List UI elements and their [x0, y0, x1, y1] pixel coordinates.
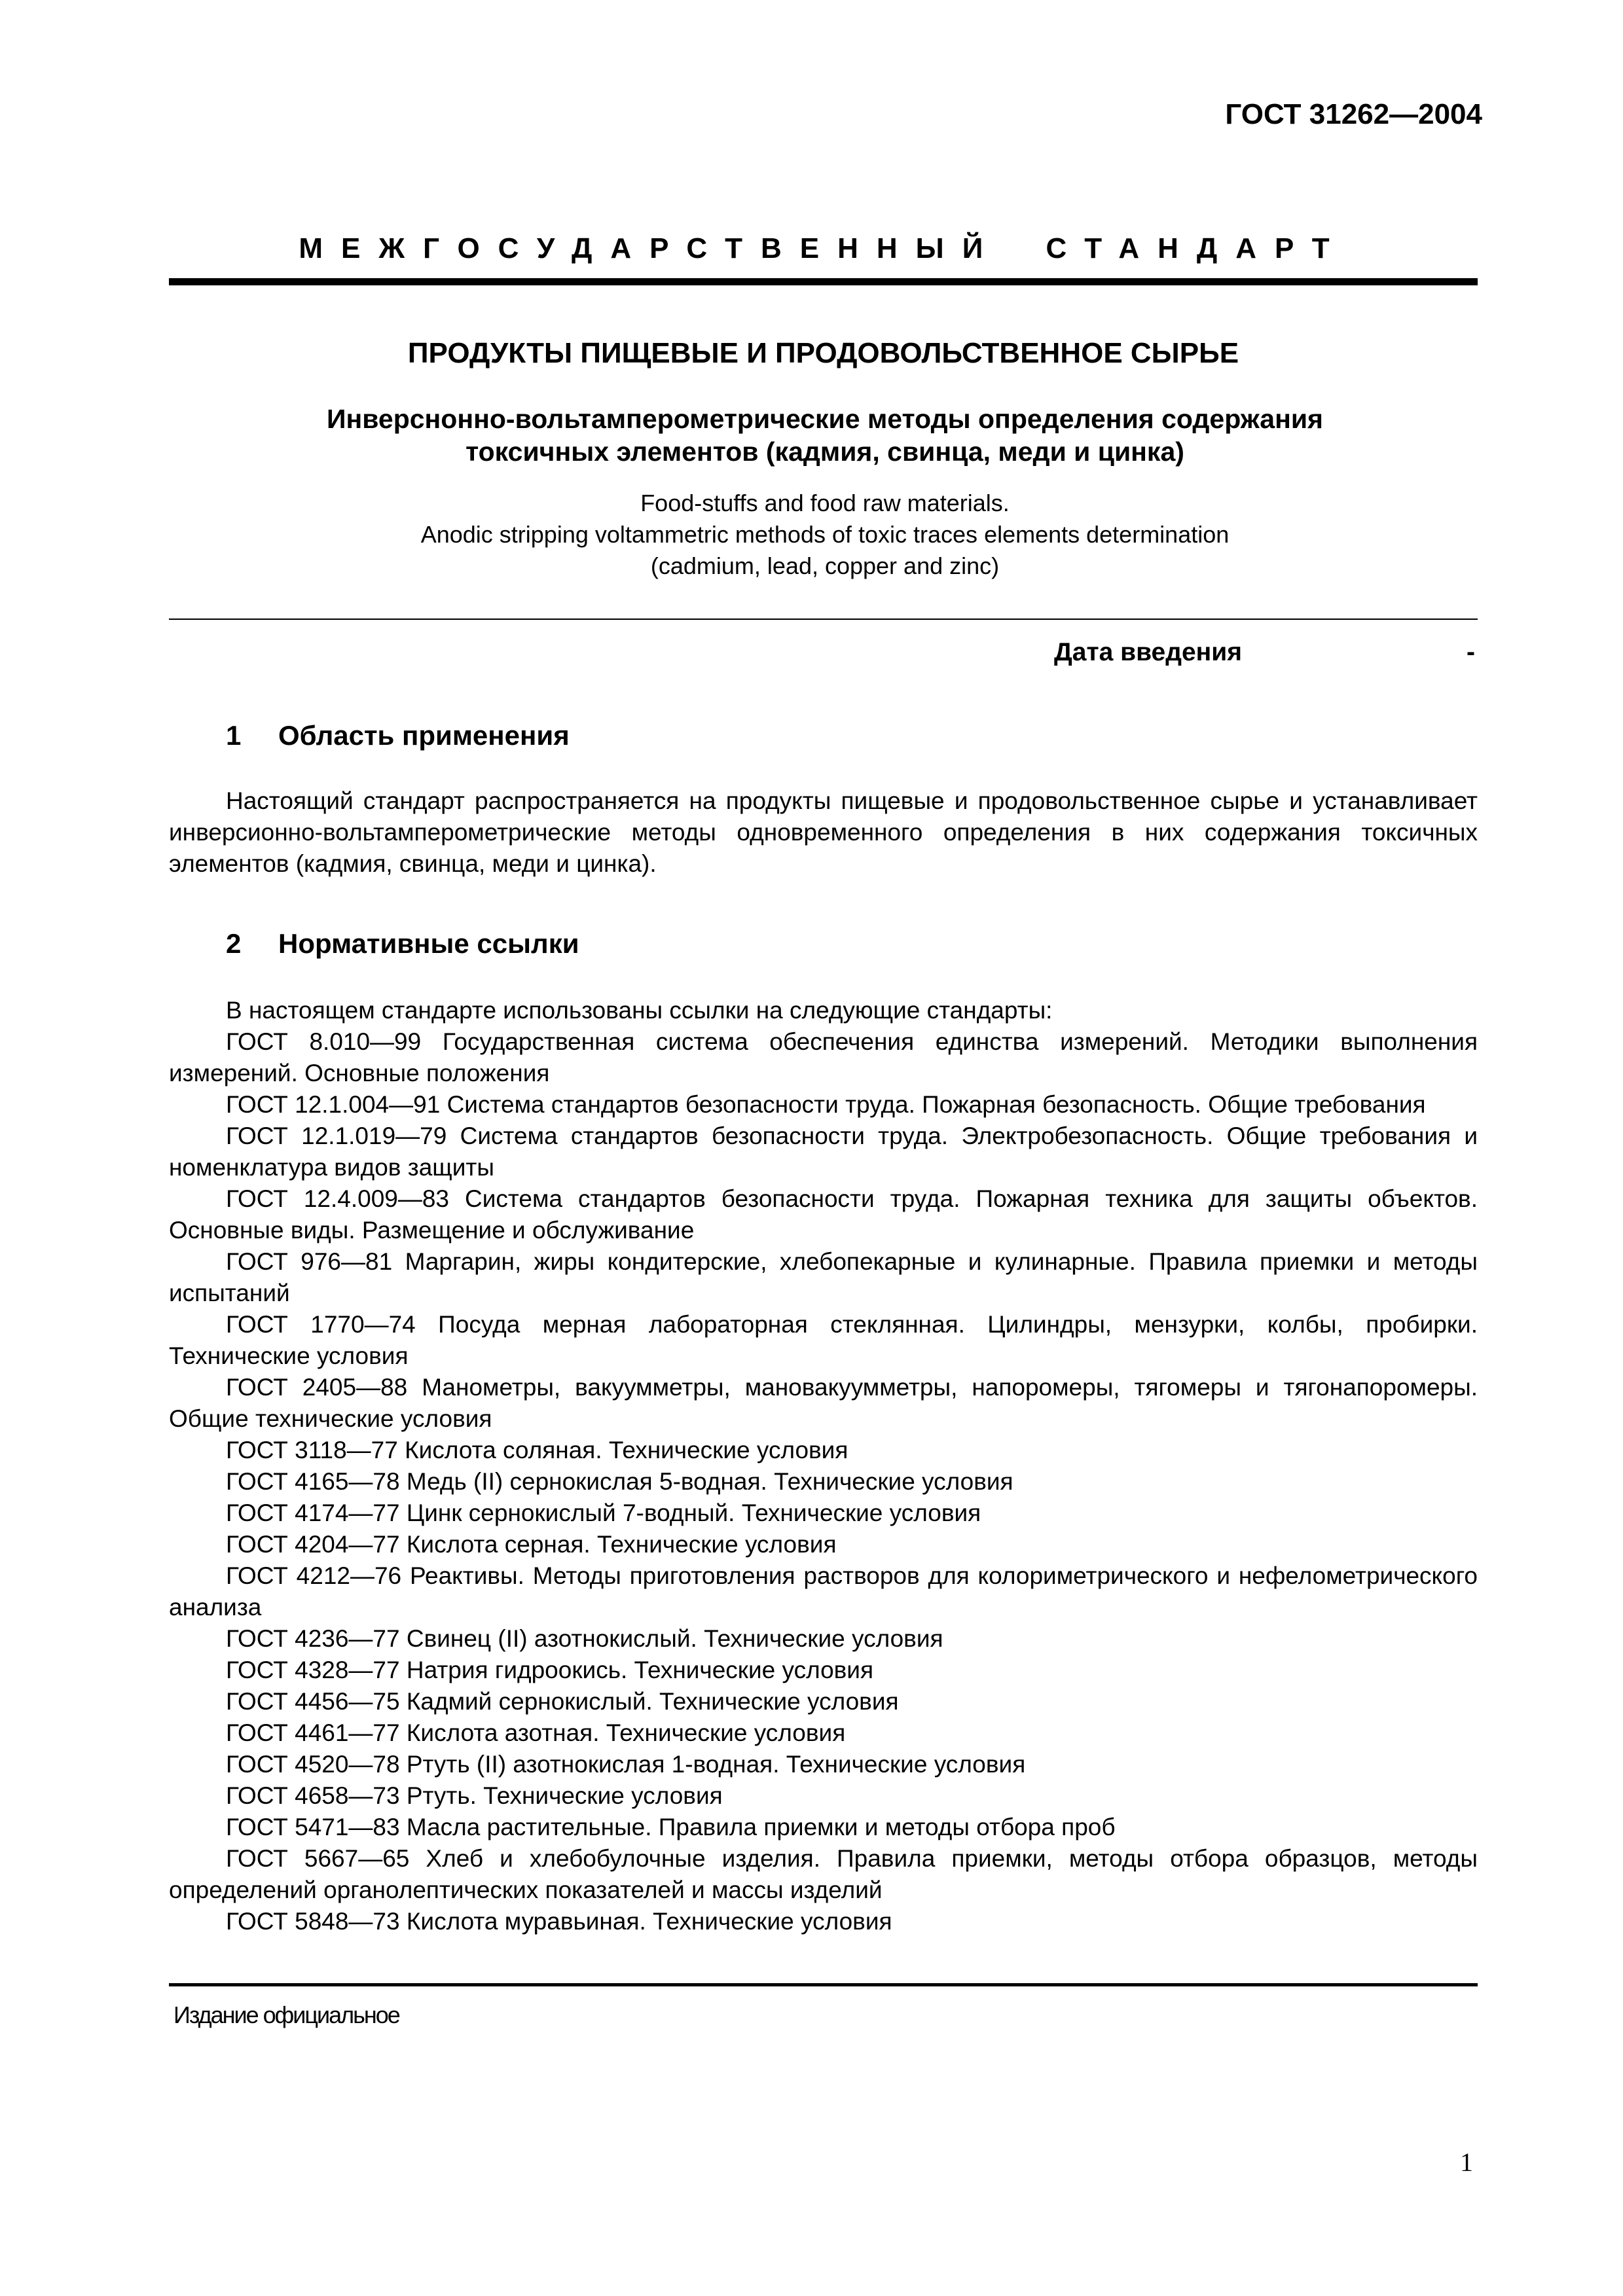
section-title: Область применения	[278, 720, 570, 751]
footer-divider	[169, 1983, 1478, 1986]
reference-item: ГОСТ 5667—65 Хлеб и хлебобулочные изделия. Правила приемки, методы отбора образцов, методы определений органолептических показателей и массы изделий	[169, 1845, 1478, 1903]
section-heading-scope	[226, 720, 570, 751]
section-heading-normative-references	[226, 928, 579, 960]
reference-item: ГОСТ 3118—77 Кислота соляная. Технические условия	[226, 1437, 848, 1463]
main-title: ПРОДУКТЫ ПИЩЕВЫЕ И ПРОДОВОЛЬСТВЕННОЕ СЫРЬЕ	[407, 337, 1239, 369]
subtitle-line: Инверснонно-вольтамперометрические методы определения содержания	[327, 404, 1323, 434]
english-title	[249, 488, 1401, 582]
reference-item: ГОСТ 5848—73 Кислота муравьиная. Технические условия	[226, 1908, 892, 1935]
english-title-line: (cadmium, lead, copper and zinc)	[650, 552, 1000, 579]
section-number: 1	[226, 720, 242, 751]
standard-type-heading: МЕЖГОСУДАРСТВЕННЫЙ СТАНДАРТ	[299, 232, 1348, 264]
reference-list	[169, 995, 1478, 1937]
reference-item: ГОСТ 4204—77 Кислота серная. Технические условия	[226, 1531, 837, 1558]
reference-item: ГОСТ 12.1.019—79 Система стандартов безопасности труда. Электробезопасность. Общие требования и номенклатура видов защиты	[169, 1122, 1478, 1181]
english-title-line: Anodic stripping voltammetric methods of toxic traces elements determination	[420, 521, 1230, 548]
reference-item: ГОСТ 4456—75 Кадмий сернокислый. Технические условия	[226, 1688, 899, 1715]
section-number: 2	[226, 928, 242, 959]
title-divider	[169, 619, 1478, 620]
document-code: ГОСТ 31262—2004	[1225, 98, 1482, 130]
reference-item: ГОСТ 12.1.004—91 Система стандартов безопасности труда. Пожарная безопасность. Общие требования	[226, 1091, 1426, 1118]
introduction-date-label: Дата введения	[1054, 638, 1242, 666]
introduction-date-value: -	[1467, 638, 1475, 666]
reference-item: ГОСТ 4174—77 Цинк сернокислый 7-водный. Технические условия	[226, 1499, 981, 1526]
reference-item: ГОСТ 4212—76 Реактивы. Методы приготовления растворов для колориметрического и нефелометрического анализа	[169, 1562, 1478, 1621]
reference-item: ГОСТ 976—81 Маргарин, жиры кондитерские, хлебопекарные и кулинарные. Правила приемки и методы испытаний	[169, 1248, 1478, 1306]
reference-item: ГОСТ 4236—77 Свинец (II) азотнокислый. Технические условия	[226, 1625, 943, 1652]
subtitle	[249, 403, 1401, 468]
reference-item: ГОСТ 4520—78 Ртуть (II) азотнокислая 1-водная. Технические условия	[226, 1751, 1026, 1778]
reference-item: ГОСТ 4165—78 Медь (II) сернокислая 5-водная. Технические условия	[226, 1468, 1013, 1495]
reference-item: ГОСТ 4328—77 Натрия гидроокись. Технические условия	[226, 1657, 874, 1683]
references-intro: В настоящем стандарте использованы ссылки на следующие стандарты:	[226, 997, 1053, 1024]
reference-item: ГОСТ 8.010—99 Государственная система обеспечения единства измерений. Методики выполнения измерений. Основные положения	[169, 1028, 1478, 1086]
edition-note: Издание официальное	[173, 2001, 399, 2028]
reference-item: ГОСТ 4461—77 Кислота азотная. Технические условия	[226, 1719, 846, 1746]
section-title: Нормативные ссылки	[278, 928, 579, 959]
reference-item: ГОСТ 4658—73 Ртуть. Технические условия	[226, 1782, 723, 1809]
reference-item: ГОСТ 2405—88 Манометры, вакуумметры, мановакуумметры, напоромеры, тягомеры и тягонапоромеры. Общие технические условия	[169, 1374, 1478, 1432]
reference-item: ГОСТ 5471—83 Масла растительные. Правила приемки и методы отбора проб	[226, 1814, 1116, 1840]
reference-item: ГОСТ 12.4.009—83 Система стандартов безопасности труда. Пожарная техника для защиты объектов. Основные виды. Размещение и обслуживание	[169, 1185, 1478, 1244]
scope-paragraph: Настоящий стандарт распространяется на продукты пищевые и продовольственное сырье и устанавливает инверсионно-вольтамперометрические методы одновременного определения в них содержания токсичных элементов (кадмия, свинца, меди и цинка).	[169, 787, 1478, 877]
header-divider	[169, 278, 1478, 285]
page-number: 1	[1460, 2147, 1473, 2177]
english-title-line: Food-stuffs and food raw materials.	[640, 490, 1010, 516]
subtitle-line: токсичных элементов (кадмия, свинца, меди и цинка)	[465, 437, 1184, 467]
reference-item: ГОСТ 1770—74 Посуда мерная лабораторная стеклянная. Цилиндры, мензурки, колбы, пробирки. Технические условия	[169, 1311, 1478, 1369]
